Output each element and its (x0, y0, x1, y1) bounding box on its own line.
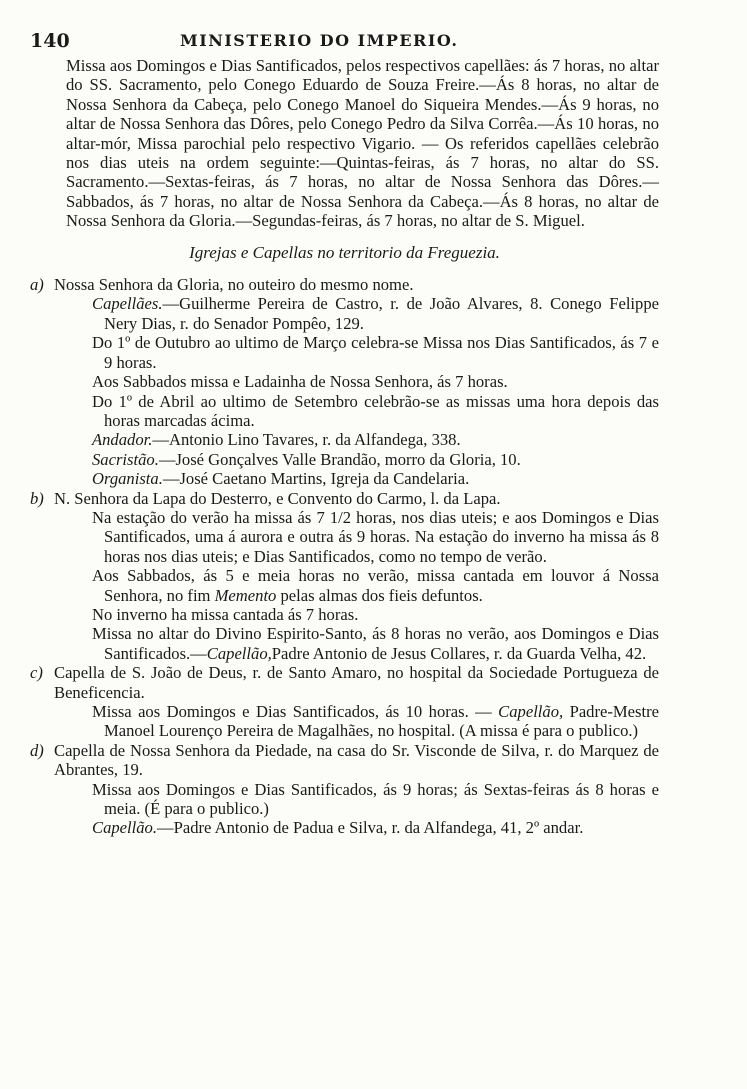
chaplain-text: Padre-Mestre Manoel Lourenço Pereira de Magalhães, no hospital. (A missa é para o publico.) (104, 702, 659, 741)
chaplain-label: Capellão, (498, 702, 564, 721)
schedule-line: Missa aos Domingos e Dias Santificados, ás 9 horas; ás Sextas-feiras ás 8 horas e meia. (É para o publico.) (92, 779, 659, 819)
intro-paragraph: Missa aos Domingos e Dias Santificados, pelos respectivos capellães: ás 7 horas, no altar do SS. Sacramento, pelo Conego Eduardo de Souza Freire.—Ás 8 horas, no altar de Nossa Senhora da Cabeça, pelo Conego Manoel do Siqueira Mendes.—Ás 9 horas, no altar de Nossa Senhora das Dôres, pelo Conego Pedro da Silva Corrêa.—Ás 10 horas, no altar-mór, Missa parochial pelo respectivo Vigario. — Os referidos capellães celebrão nos dias uteis na ordem seguinte:—Quintas-feiras, ás 7 horas, no altar do SS. Sacramento.—Sextas-feiras, ás 7 horas, no altar de Nossa Senhora das Dôres.—Sabbados, ás 7 horas, no altar de Nossa Senhora da Cabeça.—Ás 8 horas, no altar de Nossa Senhora da Gloria.—Segundas-feiras, ás 7 horas, no altar de S. Miguel. (66, 56, 659, 231)
chaplains-text: —Guilherme Pereira de Castro, r. de João Alvares, 8. Conego Felippe Nery Dias, r. do Senador Pompêo, 129. (104, 294, 659, 333)
chaplain-line (54, 818, 659, 837)
chaplain-text: —Padre Antonio de Padua e Silva, r. da Alfandega, 41, 2º andar. (157, 818, 584, 838)
memento-word: Memento (214, 585, 277, 605)
entry-letter: c) (30, 663, 43, 683)
entry-c (30, 663, 659, 741)
sacristao-text: —José Gonçalves Valle Brandão, morro da Gloria, 10. (158, 449, 521, 469)
schedule-line: Do 1º de Abril ao ultimo de Setembro celebrão-se as missas uma hora depois das horas marcadas ácima. (92, 391, 659, 430)
schedule-text: Missa aos Domingos e Dias Santificados, ás 10 horas. — (92, 702, 499, 721)
organista-line (54, 469, 659, 488)
chaplains-label: Capellães. (92, 294, 163, 314)
entry-title: Capella de Nossa Senhora da Piedade, na casa do Sr. Visconde de Silva, r. do Marquez de Abrantes, 19. (54, 740, 659, 780)
sacristao-line (54, 450, 659, 469)
entry-title: Capella de S. João de Deus, r. de Santo Amaro, no hospital da Sociedade Portugueza de Beneficencia. (54, 663, 659, 702)
page-body (30, 56, 659, 838)
schedule-text: pelas almas dos fieis defuntos. (276, 585, 483, 605)
page-header (30, 26, 659, 56)
entry-d (30, 741, 659, 838)
chaplain-text: Padre Antonio de Jesus Collares, r. da Guarda Velha, 42. (271, 643, 647, 663)
andador-label: Andador. (92, 430, 153, 450)
entry-letter: a) (30, 275, 44, 295)
schedule-line (54, 702, 659, 741)
andador-line (54, 430, 659, 449)
andador-text: —Antonio Lino Tavares, r. da Alfandega, 338. (152, 430, 461, 450)
page-number: 140 (30, 30, 70, 52)
schedule-line (54, 566, 659, 605)
chaplain-label: Capellão, (206, 643, 272, 663)
entry-a (30, 275, 659, 488)
schedule-line (54, 624, 659, 663)
organista-text: —José Caetano Martins, Igreja da Candelaria. (162, 469, 470, 489)
schedule-line: Na estação do verão ha missa ás 7 1/2 horas, nos dias uteis; e aos Domingos e Dias Santificados, uma á aurora e outra ás 9 horas. Na estação do inverno ha missa ás 8 horas nos dias uteis; e Dias Santificados, como no tempo de verão. (92, 507, 659, 566)
entry-letter: d) (30, 740, 44, 760)
running-title: MINISTERIO DO IMPERIO. (180, 31, 459, 50)
schedule-line: Do 1º de Outubro ao ultimo de Março celebra-se Missa nos Dias Santificados, ás 7 e 9 horas. (92, 333, 659, 372)
entry-title: N. Senhora da Lapa do Desterro, e Convento do Carmo, l. da Lapa. (54, 488, 501, 508)
schedule-line: Aos Sabbados missa e Ladainha de Nossa Senhora, ás 7 horas. (92, 372, 508, 392)
chaplains-line (54, 294, 659, 333)
chaplain-label: Capellão. (92, 818, 157, 838)
entry-b (30, 489, 659, 664)
schedule-text: Missa no altar do Divino Espirito-Santo, ás 8 horas no verão, aos Domingos e Dias Santificados.— (92, 624, 659, 663)
section-title: Igrejas e Capellas no territorio da Freguezia. (189, 242, 500, 262)
sacristao-label: Sacristão. (92, 449, 159, 469)
schedule-line: No inverno ha missa cantada ás 7 horas. (92, 604, 359, 624)
entry-title: Nossa Senhora da Gloria, no outeiro do mesmo nome. (54, 275, 414, 295)
organista-label: Organista. (92, 469, 163, 489)
entry-letter: b) (30, 488, 44, 508)
schedule-text: Aos Sabbados, ás 5 e meia horas no verão, missa cantada em louvor á Nossa Senhora, no fim (92, 566, 659, 605)
